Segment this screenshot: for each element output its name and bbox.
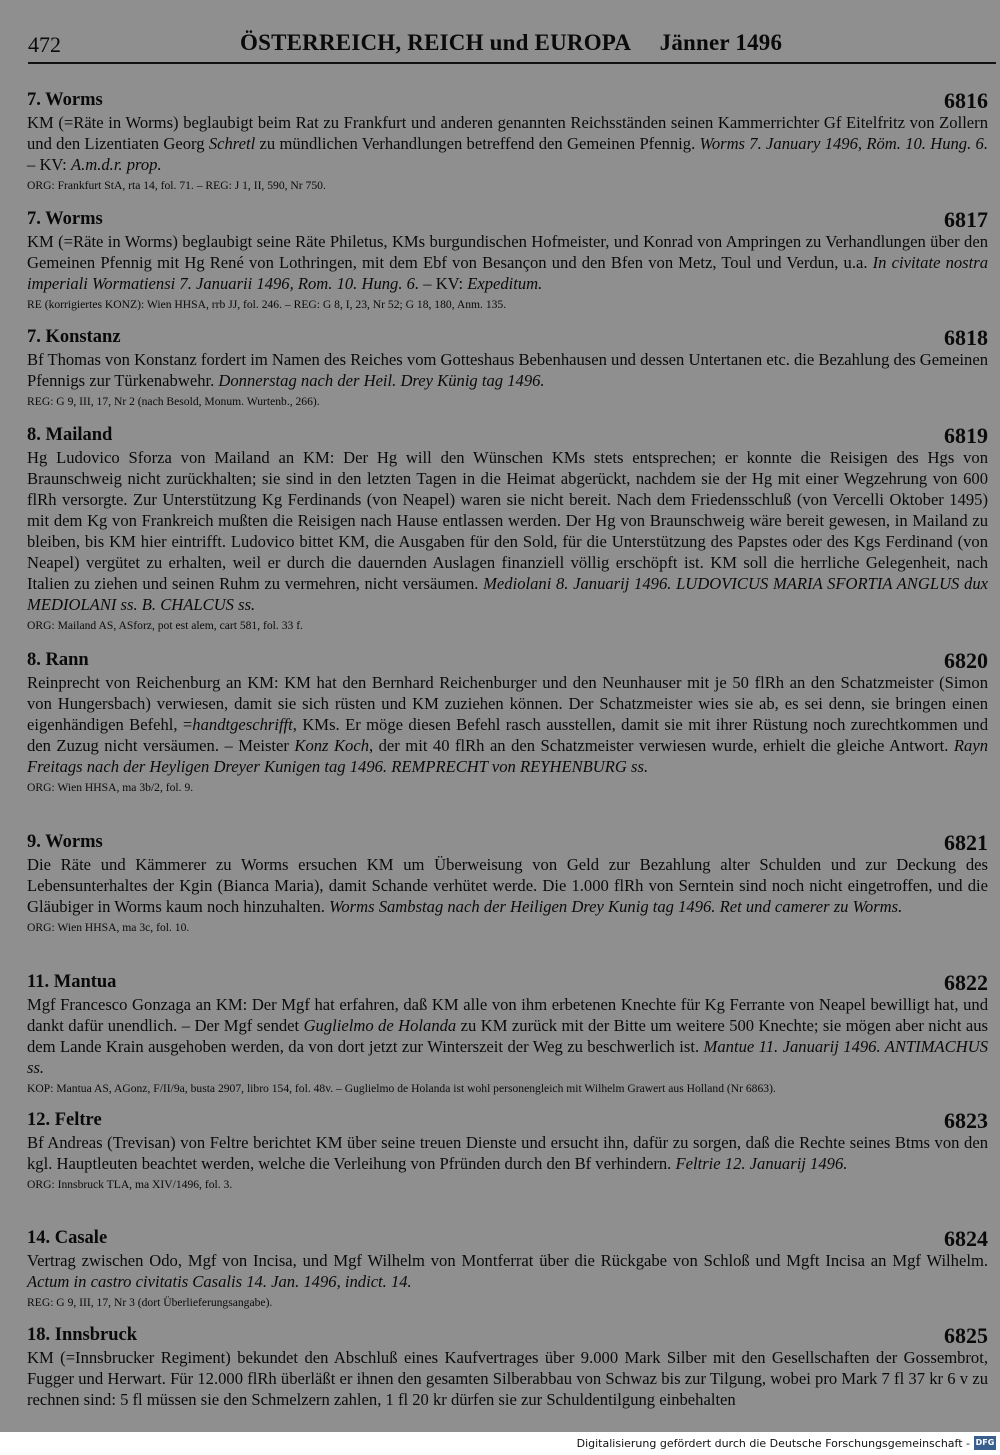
running-head: ÖSTERREICH, REICH und EUROPA Jänner 1496 [240, 30, 783, 55]
entry-text: Mgf Francesco Gonzaga an KM: Der Mgf hat erfahren, daß KM alle von ihm erbetenen Knechte für Kg Ferrante von Neapel bewilligt hat, und dankt dafür unendlich. – Der Mgf sendet Guglielmo de Holanda zu KM zurück mit der Bitte um weitere 500 Knechte; sie mögen aber nicht aus dem Lande Krain ausgehoben werden, da von dort jetzt zur Winterszeit der Weg zu beschwerlich ist. Mantue 11. Januarij 1496. ANTIMACHUS ss. [27, 995, 988, 1077]
entry-6818 [24, 325, 988, 410]
entry-place: 7. Worms [27, 209, 103, 229]
entry-6825 [24, 1323, 988, 1410]
entry-6821 [24, 830, 988, 936]
entry-6824 [24, 1226, 988, 1311]
dfg-logo: DFG [974, 1436, 996, 1450]
entry-text: Bf Thomas von Konstanz fordert im Namen des Reiches vom Gotteshaus Bebenhausen und dessen Untertanen etc. die Bezahlung des Gemeinen Pfennigs zur Türkenabwehr. Donnerstag nach der Heil. Drey Künig tag 1496. [27, 350, 988, 390]
entry-6820 [24, 648, 988, 796]
entry-text: KM (=Räte in Worms) beglaubigt seine Räte Philetus, KMs burgundischen Hofmeister, und Konrad von Ampringen zu Verhandlungen über den Gemeinen Pfennig mit Hg René von Lothringen, mit dem Ebf von Besançon und den Bfen von Metz, Toul und Verdun, u.a. In civitate nostra imperiali Wormatiensi 7. Januarii 1496, Rom. 10. Hung. 6. – KV: Expeditum. [27, 232, 988, 293]
entry-source-note: ORG: Wien HHSA, ma 3c, fol. 10. [27, 921, 190, 934]
entry-text: KM (=Innsbrucker Regiment) bekundet den Abschluß eines Kaufvertrages über 9.000 Mark Silber mit den Gesellschaften der Gossembrot, Fugger und Herwart. Für 12.000 flRh überläßt er ihnen den gesamten Silberabbau von Schwaz bis zur Tilgung, wobei pro Mark 7 fl 37 kr 6 v zu rechnen sind: 5 fl müssen sie den Schmelzern zahlen, 1 fl 20 kr dürfen sie zur Schuldentilgung einbehalten [27, 1348, 988, 1409]
entry-6817 [24, 207, 988, 313]
entry-6822 [24, 970, 988, 1097]
entry-place: 11. Mantua [27, 972, 117, 992]
funding-credit: Digitalisierung gefördert durch die Deutsche Forschungsgemeinschaft - [576, 1437, 970, 1450]
entry-source-note: ORG: Innsbruck TLA, ma XIV/1496, fol. 3. [27, 1178, 233, 1191]
entry-source-note: RE (korrigiertes KONZ): Wien HHSA, rrb JJ, fol. 246. – REG: G 8, I, 23, Nr 52; G 18, 180, Anm. 135. [27, 298, 507, 311]
page-number: 472 [28, 32, 61, 57]
entry-source-note: ORG: Mailand AS, ASforz, pot est alem, cart 581, fol. 33 f. [27, 619, 303, 632]
entry-number: 6818 [944, 325, 988, 350]
page-header [28, 30, 988, 60]
entry-source-note: REG: G 9, III, 17, Nr 2 (nach Besold, Monum. Wurtenb., 266). [27, 395, 320, 408]
entry-text: Hg Ludovico Sforza von Mailand an KM: Der Hg will den Wünschen KMs stets entsprechen; er konnte die Reisigen des Hgs von Braunschweig nicht zurückhalten; sie sind in den letzten Tagen in die Heimat abgerückt, nachdem sie der Hg mit einer Wegzehrung von 600 flRh versorgte. Zur Unterstützung Kg Ferdinands (von Neapel) waren sie nicht bereit. Nach dem Friedensschluß (von Vercelli Oktober 1495) mit dem Kg von Frankreich mußten die Reisigen nach Hause entlassen werden. Der Hg von Braunschweig wäre bereit gewesen, in Mailand zu bleiben, bis KM hier eintrifft. Ludovico bittet KM, die Ausgaben für den Sold, für die Unterstützung des Papstes oder des Kgs Ferdinand (von Neapel) vergütet zu erhalten, weil er durch die dauernden Auslagen finanziell völlig erschöpft ist. KM soll die herrliche Gelegenheit, nach Italien zu ziehen und seinen Ruhm zu vermehren, nicht versäumen. Mediolani 8. Januarij 1496. LUDOVICUS MARIA SFORTIA ANGLUS dux MEDIOLANI ss. B. CHALCUS ss. [27, 448, 988, 614]
entry-number: 6822 [944, 970, 988, 995]
entry-6823 [24, 1108, 988, 1193]
entry-place: 9. Worms [27, 832, 103, 852]
entry-place: 12. Feltre [27, 1110, 102, 1130]
entry-text: Vertrag zwischen Odo, Mgf von Incisa, und Mgf Wilhelm von Montferrat über die Rückgabe von Schloß und Mgft Incisa an Mgf Wilhelm. Actum in castro civitatis Casalis 14. Jan. 1496, indict. 14. [27, 1251, 988, 1291]
entry-number: 6821 [944, 830, 988, 855]
entry-source-note: ORG: Wien HHSA, ma 3b/2, fol. 9. [27, 781, 194, 794]
entry-number: 6823 [944, 1108, 988, 1133]
entry-6816 [24, 88, 988, 194]
entry-text: Die Räte und Kämmerer zu Worms ersuchen KM um Überweisung von Geld zur Bezahlung alter Schulden und zur Deckung des Lebensunterhaltes der Kgin (Bianca Maria), damit Schande verhütet werde. Die 1.000 flRh von Serntein sind noch nicht eingetroffen, und die Gläubiger in Worms kaum noch hinzuhalten. Worms Sambstag nach der Heiligen Drey Kunig tag 1496. Ret und camerer zu Worms. [27, 855, 988, 916]
entry-place: 7. Worms [27, 90, 103, 110]
entry-text: Reinprecht von Reichenburg an KM: KM hat den Bernhard Reichenburger und den Neunhauser mit je 50 flRh an den Schatzmeister (Simon von Hungersbach) verwiesen, damit sie sich rüsten und KM zuziehen können. Der Schatzmeister wies sie ab, es sei denn, sie bringen einen eigenhändigen Befehl, =handtgeschrifft, KMs. Er möge diesen Befehl rasch ausstellen, damit sie mit ihrer Rüstung noch zurechtkommen und den Zuzug nicht versäumen. – Meister Konz Koch, der mit 40 flRh an den Schatzmeister verwiesen wurde, erhielt die gleiche Antwort. Rayn Freitags nach der Heyligen Dreyer Kunigen tag 1496. REMPRECHT von REYHENBURG ss. [27, 673, 988, 776]
entry-source-note: KOP: Mantua AS, AGonz, F/II/9a, busta 2907, libro 154, fol. 48v. – Guglielmo de Holanda ist wohl personengleich mit Wilhelm Grawert aus Holland (Nr 6863). [27, 1082, 776, 1095]
entry-6819 [24, 423, 988, 634]
entry-place: 7. Konstanz [27, 327, 121, 347]
entry-source-note: ORG: Frankfurt StA, rta 14, fol. 71. – REG: J 1, II, 590, Nr 750. [27, 179, 326, 192]
digitization-footer [0, 1432, 1000, 1455]
entry-place: 14. Casale [27, 1228, 108, 1248]
entry-place: 18. Innsbruck [27, 1325, 138, 1345]
entry-number: 6819 [944, 423, 988, 448]
entry-number: 6824 [944, 1226, 988, 1251]
entry-text: Bf Andreas (Trevisan) von Feltre berichtet KM über seine treuen Dienste und ersucht ihn, dafür zu sorgen, daß die Rechte seines Btms von den kgl. Hauptleuten beachtet werden, welche die Verleihung von Pfründen durch den Bf verhindern. Feltrie 12. Januarij 1496. [27, 1133, 988, 1173]
entry-number: 6825 [944, 1323, 988, 1348]
entry-number: 6817 [944, 207, 988, 232]
entry-place: 8. Rann [27, 650, 89, 670]
entry-text: KM (=Räte in Worms) beglaubigt beim Rat zu Frankfurt und anderen genannten Reichsständen seinen Kammerrichter Gf Eitelfritz von Zollern und den Lizentiaten Georg Schretl zu mündlichen Verhandlungen betreffend den Gemeinen Pfennig. Worms 7. January 1496, Röm. 10. Hung. 6. – KV: A.m.d.r. prop. [27, 113, 988, 174]
header-rule [28, 62, 996, 64]
entry-source-note: REG: G 9, III, 17, Nr 3 (dort Überlieferungsangabe). [27, 1296, 273, 1309]
entry-place: 8. Mailand [27, 425, 113, 445]
entry-number: 6816 [944, 88, 988, 113]
entry-number: 6820 [944, 648, 988, 673]
